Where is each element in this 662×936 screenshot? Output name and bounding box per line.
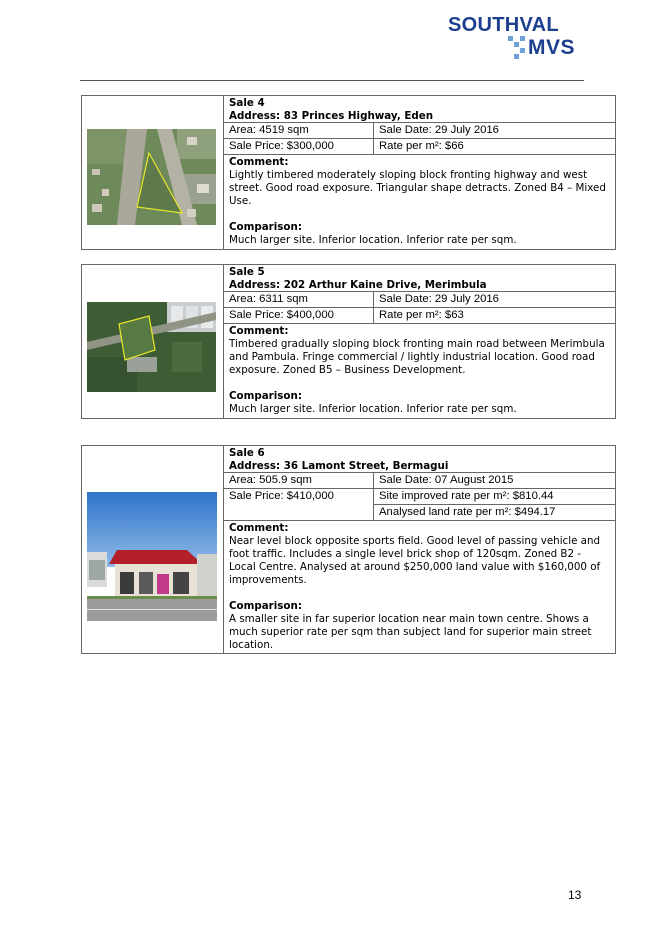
comment-text: Lightly timbered moderately sloping block fronting highway and west street. Good road exposure. Triangular shape detracts. Zoned B4 – Mixed Use. — [229, 169, 606, 207]
logo-line1: SOUTHVAL — [448, 14, 559, 36]
sale-area-row — [224, 292, 615, 308]
sale-4-box — [81, 95, 616, 250]
sale-address: Address: 83 Princes Highway, Eden — [229, 109, 434, 122]
comment-text: Timbered gradually sloping block fronting main road between Merimbula and Pambula. Fringe commercial / lightly industrial location. Good road exposure. Zoned B5 – Business Development. — [229, 338, 605, 376]
sale-4-image-cell — [82, 96, 224, 249]
sale-area: Area: 4519 sqm — [224, 123, 374, 138]
sale-area: Area: 505.9 sqm — [224, 473, 374, 488]
comparison-text: Much larger site. Inferior location. Inferior rate per sqm. — [229, 234, 517, 246]
comment-heading: Comment: — [229, 156, 289, 168]
sale-title: Sale 5 — [229, 266, 265, 278]
sale-rates — [374, 489, 615, 520]
comment-text: Near level block opposite sports field. Good level of passing vehicle and foot traffic. Includes a single level brick shop of 120sqm. Zoned B2 - Local Centre. Analysed at around $250,000 land value with $160,000 of improvements. — [229, 535, 601, 586]
sale-4-details — [224, 96, 615, 249]
sale-5-details — [224, 265, 615, 418]
comparison-heading: Comparison: — [229, 600, 302, 612]
comparison-heading: Comparison: — [229, 390, 302, 402]
comparison-text: A smaller site in far superior location near main town centre. Shows a much superior rate per sqm than subject land for superior main street location. — [229, 613, 592, 651]
sale-6-heading — [224, 446, 615, 473]
sale-comment-block — [224, 155, 615, 249]
sale-address: Address: 202 Arthur Kaine Drive, Merimbula — [229, 278, 487, 291]
sale-rate: Rate per m²: $63 — [379, 309, 464, 321]
page-number: 13 — [568, 888, 582, 902]
sale-date: Sale Date: 29 July 2016 — [379, 124, 499, 136]
sale-4-heading — [224, 96, 615, 123]
sale-date: Sale Date: 29 July 2016 — [379, 293, 499, 305]
sale-5-aerial-photo — [87, 302, 216, 392]
sale-address: Address: 36 Lamont Street, Bermagui — [229, 459, 449, 472]
sale-price-row — [224, 308, 615, 324]
sale-comment-block — [224, 521, 615, 654]
sale-title: Sale 6 — [229, 447, 265, 459]
sale-5-box — [81, 264, 616, 419]
site-improved-rate: Site improved rate per m²: $810.44 — [379, 490, 554, 502]
sale-price-row — [224, 139, 615, 155]
header-rule — [80, 80, 584, 81]
logo-line2: MVS — [528, 36, 576, 59]
sale-rate: Rate per m²: $66 — [379, 140, 464, 152]
sale-price: Sale Price: $400,000 — [224, 308, 374, 323]
sale-area: Area: 6311 sqm — [224, 292, 374, 307]
sale-5-image-cell — [82, 265, 224, 418]
comparison-heading: Comparison: — [229, 221, 302, 233]
sale-price: Sale Price: $300,000 — [224, 139, 374, 154]
sale-comment-block — [224, 324, 615, 418]
sale-6-shop-photo — [87, 492, 217, 621]
southval-mvs-logo — [448, 14, 584, 60]
sale-4-aerial-photo — [87, 129, 216, 225]
comparison-text: Much larger site. Inferior location. Inferior rate per sqm. — [229, 403, 517, 415]
sale-date: Sale Date: 07 August 2015 — [379, 474, 514, 486]
comment-heading: Comment: — [229, 325, 289, 337]
comment-heading: Comment: — [229, 522, 289, 534]
sale-6-box — [81, 445, 616, 654]
sale-6-image-cell — [82, 446, 224, 653]
sale-area-row — [224, 473, 615, 489]
sale-5-heading — [224, 265, 615, 292]
sale-title: Sale 4 — [229, 97, 265, 109]
sale-price-row — [224, 489, 615, 521]
analysed-land-rate: Analysed land rate per m²: $494.17 — [374, 504, 615, 520]
sale-6-details — [224, 446, 615, 654]
sale-area-row — [224, 123, 615, 139]
sale-price: Sale Price: $410,000 — [224, 489, 374, 520]
